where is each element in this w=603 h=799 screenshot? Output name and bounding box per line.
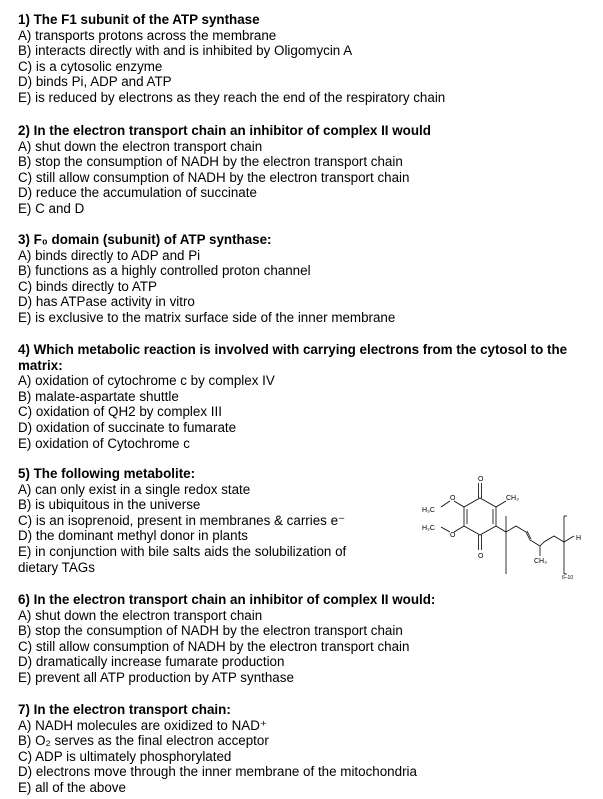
option-b: B) interacts directly with and is inhibited by Oligomycin A bbox=[18, 43, 353, 59]
option-c: C) oxidation of QH2 by complex III bbox=[18, 404, 222, 420]
methyl-label-2: H₃C bbox=[422, 525, 435, 532]
option-e: E) is reduced by electrons as they reach the end of the respiratory chain bbox=[18, 89, 446, 105]
ubiquinone-structure-diagram bbox=[398, 470, 588, 582]
question-title: 5) The following metabolite: bbox=[18, 466, 196, 481]
methyl-label-ring: CH₃ bbox=[506, 495, 519, 502]
oxygen-label-methoxy-2: O bbox=[450, 532, 456, 539]
repeat-count-label: 6–10 bbox=[562, 575, 574, 581]
question-5 bbox=[18, 466, 398, 575]
option-c: C) still allow consumption of NADH by the electron transport chain bbox=[18, 638, 410, 654]
methyl-label-1: H₃C bbox=[422, 507, 435, 514]
question-4 bbox=[18, 342, 578, 451]
question-6 bbox=[18, 592, 435, 686]
question-title: 3) F₀ domain (subunit) of ATP synthase: bbox=[18, 232, 272, 247]
option-e-continued: dietary TAGs bbox=[18, 559, 95, 575]
option-b: B) is ubiquitous in the universe bbox=[18, 497, 201, 513]
option-e: E) in conjunction with bile salts aids the solubilization of bbox=[18, 543, 347, 559]
option-a: A) shut down the electron transport chain bbox=[18, 138, 263, 154]
option-e: E) prevent all ATP production by ATP synthase bbox=[18, 669, 294, 685]
hydrogen-label-end: H bbox=[576, 535, 582, 542]
option-e: E) is exclusive to the matrix surface side of the inner membrane bbox=[18, 309, 396, 325]
option-d: D) dramatically increase fumarate production bbox=[18, 654, 285, 670]
option-c: C) is a cytosolic enzyme bbox=[18, 58, 163, 74]
option-a: A) can only exist in a single redox state bbox=[18, 481, 251, 497]
option-c: C) still allow consumption of NADH by the electron transport chain bbox=[18, 169, 410, 185]
question-title: 2) In the electron transport chain an inhibitor of complex II would bbox=[18, 123, 431, 138]
option-d: D) reduce the accumulation of succinate bbox=[18, 185, 257, 201]
option-a: A) oxidation of cytochrome c by complex IV bbox=[18, 373, 275, 389]
question-title: 1) The F1 subunit of the ATP synthase bbox=[18, 12, 260, 27]
question-1 bbox=[18, 12, 445, 106]
option-a: A) shut down the electron transport chain bbox=[18, 607, 263, 623]
question-title: 4) Which metabolic reaction is involved with carrying electrons from the cytosol to the matrix: bbox=[18, 342, 568, 373]
option-a: A) transports protons across the membrane bbox=[18, 27, 277, 43]
option-b: B) O₂ serves as the final electron acceptor bbox=[18, 733, 269, 749]
option-d: D) the dominant methyl donor in plants bbox=[18, 528, 248, 544]
question-3 bbox=[18, 232, 395, 326]
question-title: 7) In the electron transport chain: bbox=[18, 702, 231, 717]
oxygen-label-bottom: O bbox=[478, 553, 484, 560]
option-b: B) stop the consumption of NADH by the electron transport chain bbox=[18, 154, 403, 170]
option-b: B) functions as a highly controlled proton channel bbox=[18, 263, 311, 279]
option-c: C) is an isoprenoid, present in membranes & carries e⁻ bbox=[18, 512, 346, 528]
oxygen-label-top: O bbox=[478, 476, 484, 483]
option-d: D) oxidation of succinate to fumarate bbox=[18, 419, 237, 435]
option-c: C) ADP is ultimately phosphorylated bbox=[18, 748, 232, 764]
option-d: D) binds Pi, ADP and ATP bbox=[18, 74, 172, 90]
option-a: A) NADH molecules are oxidized to NAD⁺ bbox=[18, 717, 267, 733]
option-e: E) all of the above bbox=[18, 779, 126, 795]
option-a: A) binds directly to ADP and Pi bbox=[18, 247, 201, 263]
question-7 bbox=[18, 702, 417, 796]
option-b: B) malate-aspartate shuttle bbox=[18, 388, 179, 404]
question-2 bbox=[18, 123, 431, 217]
oxygen-label-methoxy-1: O bbox=[450, 495, 456, 502]
option-b: B) stop the consumption of NADH by the electron transport chain bbox=[18, 623, 403, 639]
quinone-ring bbox=[464, 498, 496, 535]
methyl-label-chain: CH₃ bbox=[534, 558, 547, 565]
question-title: 6) In the electron transport chain an inhibitor of complex II would: bbox=[18, 592, 436, 607]
option-d: D) has ATPase activity in vitro bbox=[18, 294, 195, 310]
option-d: D) electrons move through the inner membrane of the mitochondria bbox=[18, 764, 417, 780]
option-c: C) binds directly to ATP bbox=[18, 278, 157, 294]
option-e: E) oxidation of Cytochrome c bbox=[18, 435, 190, 451]
option-e: E) C and D bbox=[18, 200, 85, 216]
